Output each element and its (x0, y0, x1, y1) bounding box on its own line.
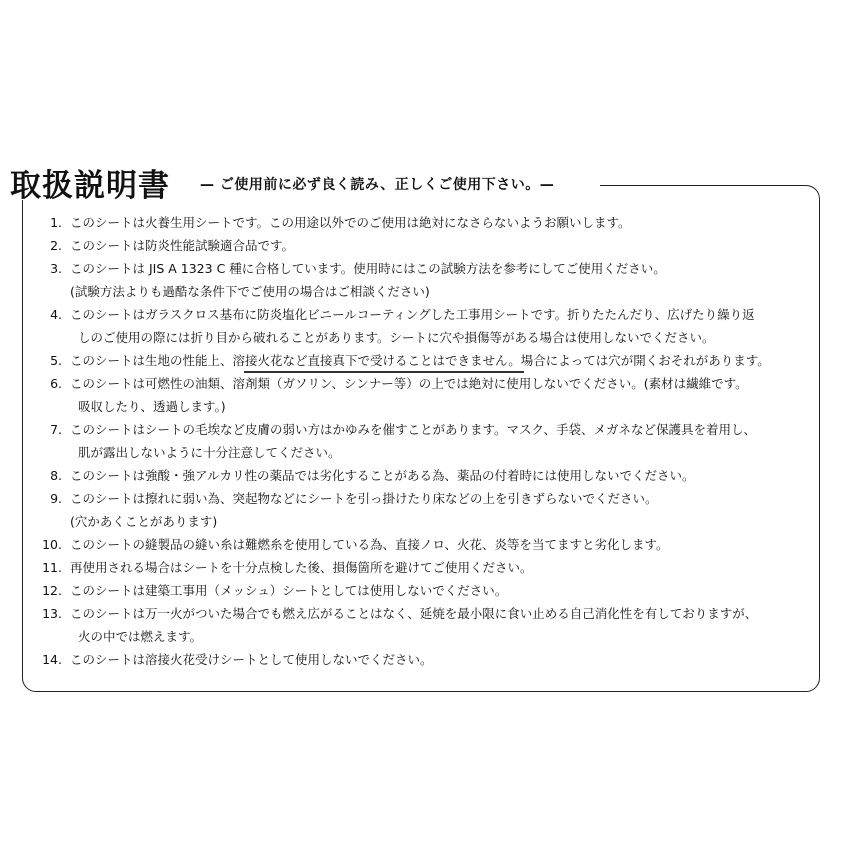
item-text: このシートは万一火がついた場合でも燃え広がることはなく、延焼を最小限に食い止める自己消化性を有しておりますが、 (70, 606, 758, 621)
item-text-continued: (穴かあくことがあります) (70, 514, 218, 529)
item-text-continued: (試験方法よりも過酷な条件下でご使用の場合はご相談ください) (70, 284, 430, 299)
item-number: 6. (50, 376, 62, 391)
item-number: 12. (42, 583, 62, 598)
item-text-continued: 火の中では燃えます。 (78, 629, 203, 644)
item-text: このシートの縫製品の縫い糸は難燃糸を使用している為、直接ノロ、火花、炎等を当てますと劣化します。 (70, 537, 669, 552)
item-number: 13. (42, 606, 62, 621)
item-number: 14. (42, 652, 62, 667)
item-text: このシートは溶接火花受けシートとして使用しないでください。 (70, 652, 433, 667)
item-text: このシートは強酸・強アルカリ性の薬品では劣化することがある為、薬品の付着時には使用しないでください。 (70, 468, 695, 483)
item-text: このシートは火養生用シートです。この用途以外でのご使用は絶対になさらないようお願いします。 (70, 215, 631, 230)
item-text-continued: しのご使用の際には折り目から破れることがあります。シートに穴や損傷等がある場合は使用しないでください。 (78, 330, 715, 345)
item-number: 5. (50, 353, 62, 368)
page-title: 取扱説明書 (10, 168, 170, 204)
item-text: このシートはガラスクロス基布に防炎塩化ビニールコーティングした工事用シートです。折りたたんだり、広げたり繰り返 (70, 307, 755, 322)
item-text-continued: 吸収したり、透過します。) (78, 399, 226, 414)
item-text: このシートは可燃性の油類、溶剤類（ガソリン、シンナー等）の上では絶対に使用しないでください。(素材は繊維です。 (70, 376, 748, 391)
item-text: このシートは生地の性能上、溶接火花など直接真下で受けることはできません。場合によっては穴が開くおそれがあります。 (70, 353, 770, 368)
item-text: このシートは JIS A 1323 C 種に合格しています。使用時にはこの試験方法を参考にしてご使用ください。 (70, 261, 666, 276)
page-subtitle: — ご使用前に必ず良く読み、正しくご使用下さい。— (200, 175, 560, 195)
item-number: 4. (50, 307, 62, 322)
item-number: 10. (42, 537, 62, 552)
item-text-continued: 肌が露出しないように十分注意してください。 (78, 445, 341, 460)
item-number: 3. (50, 261, 62, 276)
item-text: このシートは建築工事用（メッシュ）シートとしては使用しないでください。 (70, 583, 508, 598)
item-text: 再使用される場合はシートを十分点検した後、損傷箇所を避けてご使用ください。 (70, 560, 533, 575)
item-number: 7. (50, 422, 62, 437)
item-number: 11. (42, 560, 62, 575)
item-number: 2. (50, 238, 62, 253)
item-text: このシートは擦れに弱い為、突起物などにシートを引っ掛けたり床などの上を引きずらないでください。 (70, 491, 658, 506)
item-number: 8. (50, 468, 62, 483)
item-number: 9. (50, 491, 62, 506)
item-text: このシートは防炎性能試験適合品です。 (70, 238, 295, 253)
header (10, 166, 840, 206)
item-number: 1. (50, 215, 62, 230)
item-text: このシートはシートの毛埃など皮膚の弱い方はかゆみを催すことがあります。マスク、手袋、メガネなど保護具を着用し、 (70, 422, 757, 437)
